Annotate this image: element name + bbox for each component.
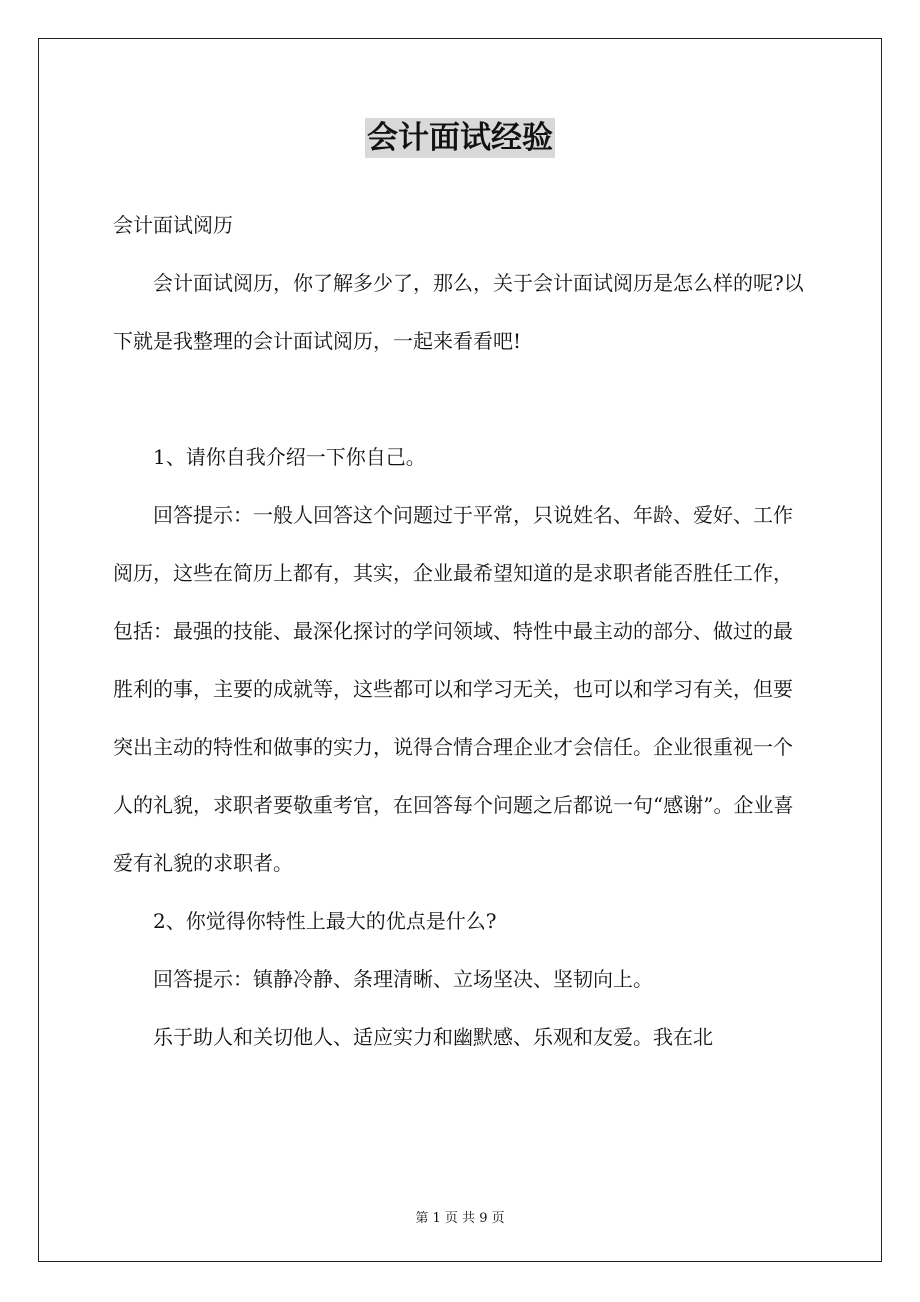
- question-1: 1、请你自我介绍一下你自己。: [153, 445, 426, 469]
- document-title: [0, 112, 920, 157]
- answer-2-continued: 乐于助人和关切他人、适应实力和幽默感、乐观和友爱。我在北: [153, 1025, 713, 1049]
- answer-1: 回答提示：一般人回答这个问题过于平常，只说姓名、年龄、爱好、工作阅历，这些在简历上都有，其实，企业最希望知道的是求职者能否胜任工作，包括：最强的技能、最深化探讨的学问领域、特性中最主动的部分、做过的最胜利的事，主要的成就等，这些都可以和学习无关，也可以和学习有关，但要突出主动的特性和做事的实力，说得合情合理企业才会信任。企业很重视一个人的礼貌，求职者要敬重考官，在回答每个问题之后都说一句“感谢”。企业喜爱有礼貌的求职者。: [113, 503, 794, 875]
- subtitle: 会计面试阅历: [113, 213, 233, 237]
- question-2: 2、你觉得你特性上最大的优点是什么?: [153, 909, 497, 933]
- document-title-text: 会计面试经验: [367, 120, 553, 156]
- blank-line: [113, 370, 807, 428]
- intro-paragraph: 会计面试阅历，你了解多少了，那么，关于会计面试阅历是怎么样的呢?以下就是我整理的会计面试阅历，一起来看看吧!: [113, 271, 804, 353]
- document-body: [113, 196, 807, 1066]
- answer-2: 回答提示：镇静冷静、条理清晰、立场坚决、坚韧向上。: [153, 967, 653, 991]
- page-footer: 第 1 页 共 9 页: [415, 1211, 505, 1226]
